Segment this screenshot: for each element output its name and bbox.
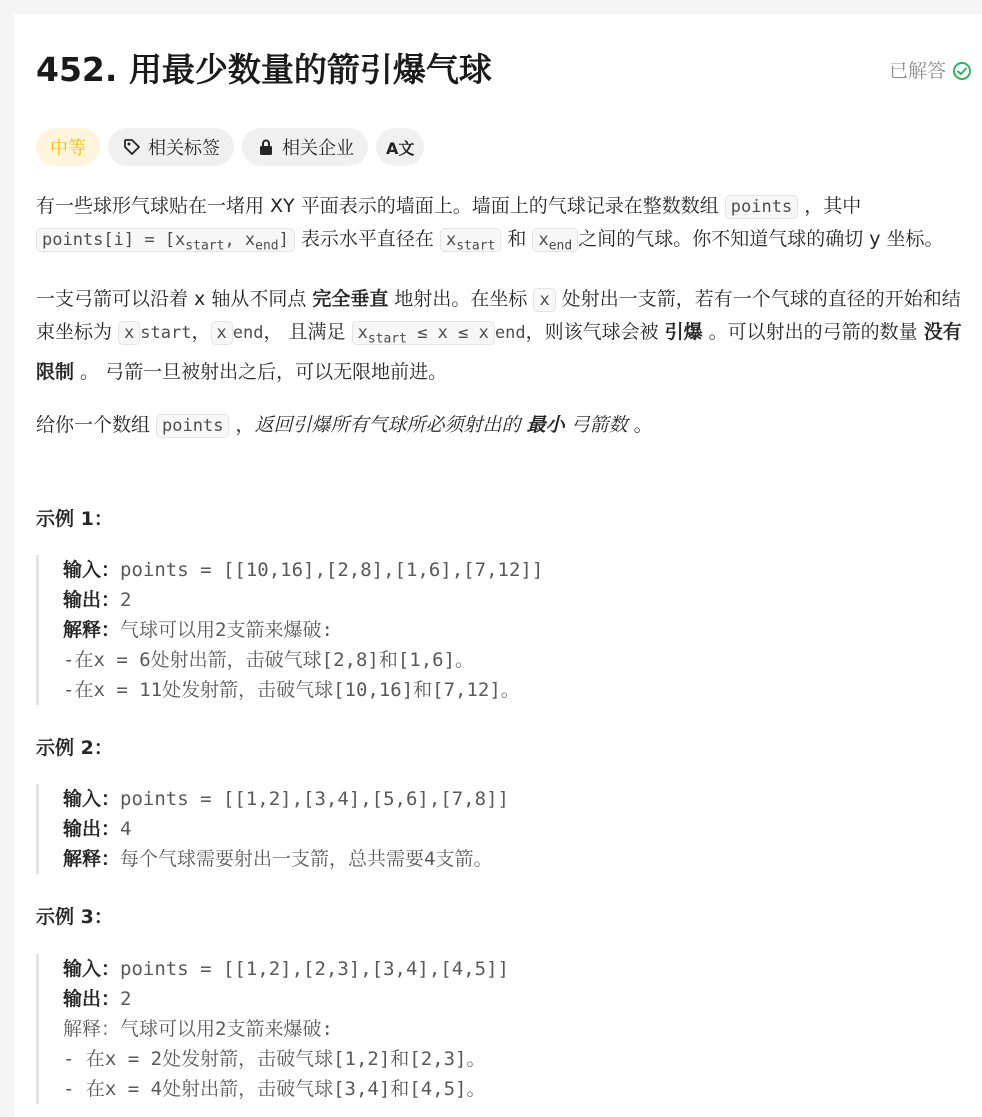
text: 地射出。在坐标 xyxy=(388,288,534,311)
tag-icon xyxy=(122,137,142,157)
text: 。 弓箭一旦被射出之后，可以无限地前进。 xyxy=(74,360,448,383)
code-part: x xyxy=(357,323,368,344)
text: ， 且满足 xyxy=(263,321,352,344)
code-part: points[i] = [x xyxy=(42,230,186,250)
explain-label: 解释： xyxy=(63,848,121,870)
italic-text: 返回引爆所有气球所必须射出的 xyxy=(254,413,527,436)
explain-line: -在x = 6处射出箭，击破气球[2,8]和[1,6]。 xyxy=(63,649,475,671)
check-circle-icon xyxy=(952,61,972,81)
code-part: ] xyxy=(278,230,289,250)
bold-text: 完全垂直 xyxy=(312,288,389,311)
example-1-block xyxy=(36,555,543,705)
inline-code: points xyxy=(156,414,229,438)
explain-text: 解释：气球可以用2支箭来爆破: xyxy=(63,1018,333,1040)
explain-line: - 在x = 4处射出箭，击破气球[3,4]和[4,5]。 xyxy=(63,1078,486,1100)
difficulty-tag[interactable] xyxy=(36,128,100,166)
description-paragraph-2 xyxy=(36,283,974,387)
bold-text: 没有限制 xyxy=(36,321,962,383)
text: 给你一个数组 xyxy=(36,413,157,436)
output-label: 输出： xyxy=(63,589,121,611)
text: ， xyxy=(229,413,255,436)
start-text: start xyxy=(140,323,192,344)
text: ， xyxy=(191,321,211,344)
explain-label: 解释： xyxy=(63,619,121,641)
inline-code-condition xyxy=(352,321,495,345)
problem-panel xyxy=(14,14,982,1117)
translate-button[interactable] xyxy=(376,128,424,166)
related-companies-button[interactable] xyxy=(242,128,368,166)
tag-row xyxy=(36,128,424,166)
problem-description xyxy=(36,190,974,463)
example-3-title: 示例 3： xyxy=(36,906,113,928)
end-text: end xyxy=(232,323,264,344)
subscript: end xyxy=(255,238,279,254)
description-paragraph-3 xyxy=(36,409,974,442)
related-tags-label: 相关标签 xyxy=(148,138,220,159)
example-1-title: 示例 1： xyxy=(36,508,113,530)
input-label: 输入： xyxy=(63,958,121,980)
inline-code-xend xyxy=(532,228,578,252)
example-2-block xyxy=(36,784,509,874)
text: ，则该气球会被 xyxy=(525,321,665,344)
explain-line: -在x = 11处发射箭，击破气球[10,16]和[7,12]。 xyxy=(63,679,520,701)
code-part: x xyxy=(538,230,549,250)
text: 。可以射出的弓箭的数量 xyxy=(702,321,924,344)
italic-text: 弓箭数 xyxy=(564,413,628,436)
text: 和 xyxy=(501,228,533,250)
lock-icon xyxy=(256,137,276,157)
text: 有一些球形气球贴在一堵用 XY 平面表示的墙面上。墙面上的气球记录在整数数组 xyxy=(36,195,725,217)
output-label: 输出： xyxy=(63,818,121,840)
explain-text: 每个气球需要射出一支箭，总共需要4支箭。 xyxy=(120,848,493,870)
inline-code-points-i xyxy=(36,228,295,252)
explain-text: 气球可以用2支箭来爆破: xyxy=(120,619,333,641)
text: 之间的气球。你不知道气球的确切 y 坐标。 xyxy=(578,228,944,250)
inline-code: points xyxy=(725,195,798,219)
bold-italic-text: 最小 xyxy=(526,413,565,436)
inline-code-x-b: x xyxy=(211,321,233,345)
end-text: end xyxy=(494,323,526,344)
translate-icon: A文 xyxy=(386,138,415,158)
subscript: start xyxy=(367,331,407,347)
output-value: 2 xyxy=(120,988,132,1010)
example-2-title: 示例 2： xyxy=(36,737,113,759)
related-companies-label: 相关企业 xyxy=(282,138,354,159)
subscript: end xyxy=(548,238,573,254)
solved-status xyxy=(889,58,972,84)
code-part: , x xyxy=(224,230,256,250)
output-label: 输出： xyxy=(63,988,121,1010)
text: 处射出一支箭，若有一个气球的直径的开始和结束坐标为 xyxy=(36,288,961,344)
code-part: ≤ x ≤ x xyxy=(406,323,489,344)
bold-text: 引爆 xyxy=(664,321,703,344)
difficulty-label: 中等 xyxy=(50,138,86,159)
inline-code-xstart xyxy=(440,228,501,252)
inline-code-x-a: x xyxy=(118,321,140,345)
text: 表示水平直径在 xyxy=(294,228,440,250)
text: 。 xyxy=(627,413,653,436)
input-label: 输入： xyxy=(63,788,121,810)
input-value: points = [[1,2],[3,4],[5,6],[7,8]] xyxy=(120,788,509,810)
code-part: x xyxy=(445,230,457,250)
problem-title: 452. 用最少数量的箭引爆气球 xyxy=(36,50,492,89)
output-value: 2 xyxy=(120,589,132,611)
inline-code-x: x xyxy=(533,288,555,312)
output-value: 4 xyxy=(120,818,132,840)
related-tags-button[interactable] xyxy=(108,128,234,166)
input-label: 输入： xyxy=(63,559,121,581)
input-value: points = [[1,2],[2,3],[3,4],[4,5]] xyxy=(120,958,509,980)
explain-line: - 在x = 2处发射箭，击破气球[1,2]和[2,3]。 xyxy=(63,1048,486,1070)
example-3-block xyxy=(36,954,509,1104)
subscript: start xyxy=(185,238,225,254)
input-value: points = [[10,16],[2,8],[1,6],[7,12]] xyxy=(120,559,544,581)
text: 一支弓箭可以沿着 x 轴从不同点 xyxy=(36,288,313,311)
subscript: start xyxy=(456,238,496,254)
text: ，其中 xyxy=(798,195,862,217)
description-paragraph-1 xyxy=(36,190,974,262)
solved-label: 已解答 xyxy=(888,60,946,82)
